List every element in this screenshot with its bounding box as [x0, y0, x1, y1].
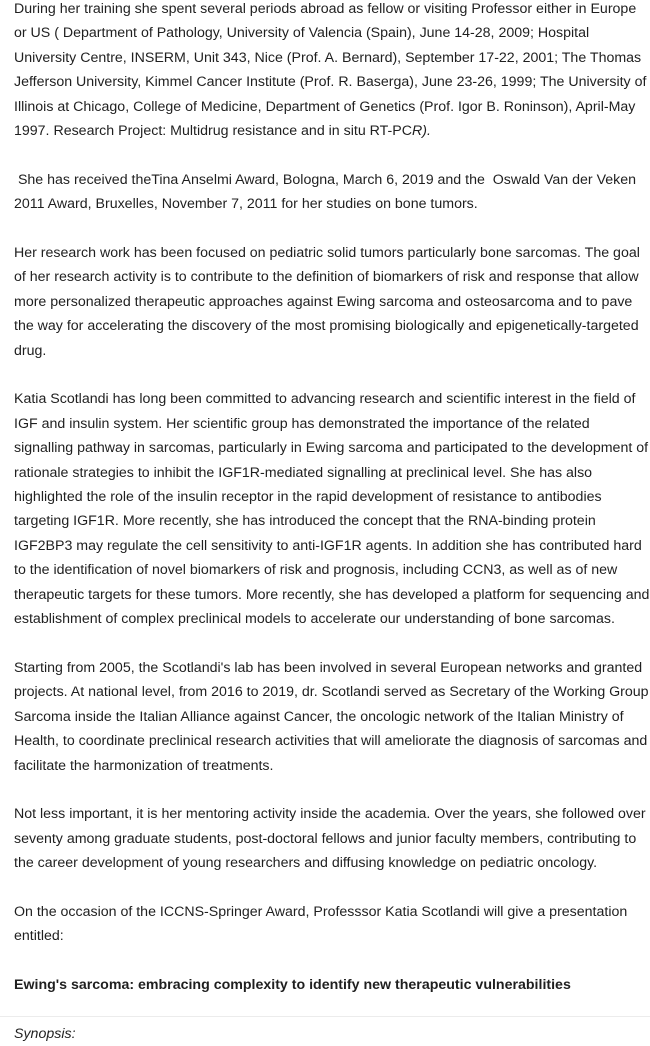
paragraph-igf: Katia Scotlandi has long been committed to advancing research and scientific interest in the field of IGF and insulin system. Her scientific group has demonstrated the importance of the related signalling pathway in sarcomas, particularly in Ewing sarcoma and participated to the development of rationale strategies to inhibit the IGF1R-mediated signalling at preclinical level. She has also highlighted the role of the insulin receptor in the rapid development of resistance to antibodies targeting IGF1R. More recently, she has introduced the concept that the RNA-binding protein IGF2BP3 may regulate the cell sensitivity to anti-IGF1R agents. In addition she has contributed hard to the identification of novel biomarkers of risk and prognosis, including CCN3, as well as of new therapeutic targets for these tumors. More recently, she has developed a platform for sequencing and establishment of complex preclinical models to accelerate our understanding of bone sarcomas. — [14, 391, 650, 628]
paragraph-training-text: During her training she spent several periods abroad as fellow or visiting Professor either in Europe or US ( Department of Pathology, University of Valencia (Spain), June 14-28, 2009; Hospital University Centre, INSERM, Unit 343, Nice (Prof. A. Bernard), September 17-22, 2001; The Thomas Jefferson University, Kimmel Cancer Institute (Prof. R. Baserga), June 23-26, 1999; The University of Illinois at Chicago, College of Medicine, Department of Genetics (Prof. Igor B. Roninson), April-May 1997. Research Project: Multidrug resistance and in situ RT-PC — [14, 1, 647, 140]
paragraph-awards: She has received theTina Anselmi Award, Bologna, March 6, 2019 and the Oswald Van der Veken 2011 Award, Bruxelles, November 7, 2011 for her studies on bone tumors. — [14, 171, 640, 213]
presentation-title: Ewing's sarcoma: embracing complexity to identify new therapeutic vulnerabilities — [14, 977, 571, 994]
paragraph-mentoring: Not less important, it is her mentoring activity inside the academia. Over the years, she followed over seventy among graduate students, post-doctoral fellows and junior faculty members, contributing to the career development of young researchers and diffusing knowledge on pediatric oncology. — [14, 806, 646, 872]
synopsis-label: Synopsis: — [14, 1025, 76, 1042]
paragraph-occasion: On the occasion of the ICCNS-Springer Award, Professsor Katia Scotlandi will give a presentation entitled: — [14, 903, 628, 945]
paragraph-networks: Starting from 2005, the Scotlandi's lab has been involved in several European networks and granted projects. At national level, from 2016 to 2019, dr. Scotlandi served as Secretary of the Working Group Sarcoma inside the Italian Alliance against Cancer, the oncologic network of the Italian Ministry of Health, to coordinate preclinical research activities that will ameliorate the diagnosis of sarcomas and facilitate the harmonization of treatments. — [14, 659, 649, 774]
paragraph-training — [14, 0, 650, 143]
bottom-divider — [0, 1016, 650, 1017]
paragraph-training-italic-tail: R). — [411, 123, 431, 140]
paragraph-research-focus: Her research work has been focused on pediatric solid tumors particularly bone sarcomas. The goal of her research activity is to contribute to the definition of biomarkers of risk and response that allow more personalized therapeutic approaches against Ewing sarcoma and osteosarcoma and to pave the way for accelerating the discovery of the most promising biologically and epigenetically-targeted drug. — [14, 245, 640, 359]
article-body — [14, 0, 650, 1046]
